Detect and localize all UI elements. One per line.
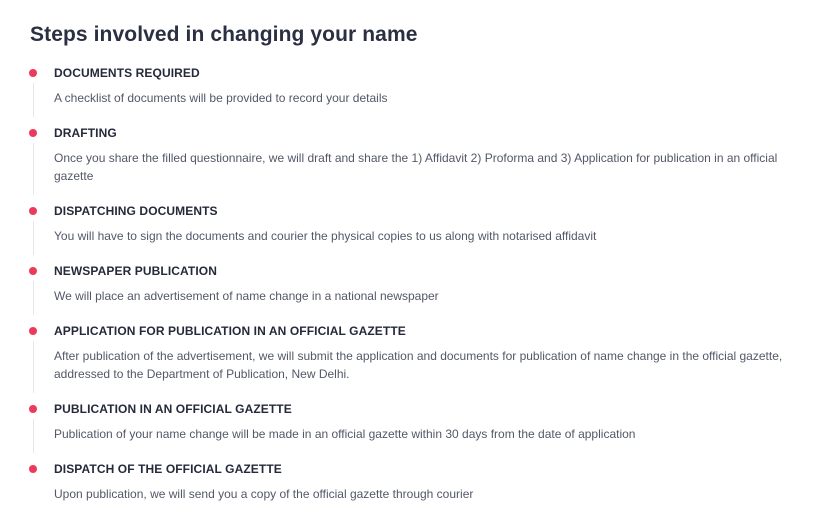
step-description: Once you share the filled questionnaire, we will draft and share the 1) Affidavit 2) Proforma and 3) Application for publication in an official gazette [54, 151, 778, 183]
timeline-connector [33, 83, 34, 117]
step-description: A checklist of documents will be provided to record your details [54, 91, 388, 105]
bullet-dot-icon [29, 69, 37, 77]
page-title: Steps involved in changing your name [30, 23, 418, 46]
timeline-connector [33, 143, 34, 195]
bullet-dot-icon [29, 267, 37, 275]
step-title: PUBLICATION IN AN OFFICIAL GAZETTE [54, 402, 292, 416]
step-description: Publication of your name change will be made in an official gazette within 30 days from the date of application [54, 427, 636, 441]
bullet-dot-icon [29, 129, 37, 137]
bullet-dot-icon [29, 327, 37, 335]
step-title: APPLICATION FOR PUBLICATION IN AN OFFICIAL GAZETTE [54, 324, 406, 338]
timeline-connector [33, 341, 34, 393]
timeline-connector [33, 281, 34, 315]
step-description: Upon publication, we will send you a copy of the official gazette through courier [54, 487, 474, 501]
step-description: After publication of the advertisement, we will submit the application and documents for publication of name change in the official gazette, addressed to the Department of Publication, New Delhi. [54, 349, 783, 381]
timeline-connector [33, 221, 34, 255]
timeline-connector [33, 419, 34, 453]
step-description: You will have to sign the documents and courier the physical copies to us along with notarised affidavit [54, 229, 597, 243]
step-title: DOCUMENTS REQUIRED [54, 66, 200, 80]
step-title: DISPATCHING DOCUMENTS [54, 204, 218, 218]
bullet-dot-icon [29, 405, 37, 413]
step-title: NEWSPAPER PUBLICATION [54, 264, 217, 278]
bullet-dot-icon [29, 465, 37, 473]
bullet-dot-icon [29, 207, 37, 215]
step-title: DRAFTING [54, 126, 117, 140]
step-title: DISPATCH OF THE OFFICIAL GAZETTE [54, 462, 282, 476]
step-description: We will place an advertisement of name change in a national newspaper [54, 289, 439, 303]
